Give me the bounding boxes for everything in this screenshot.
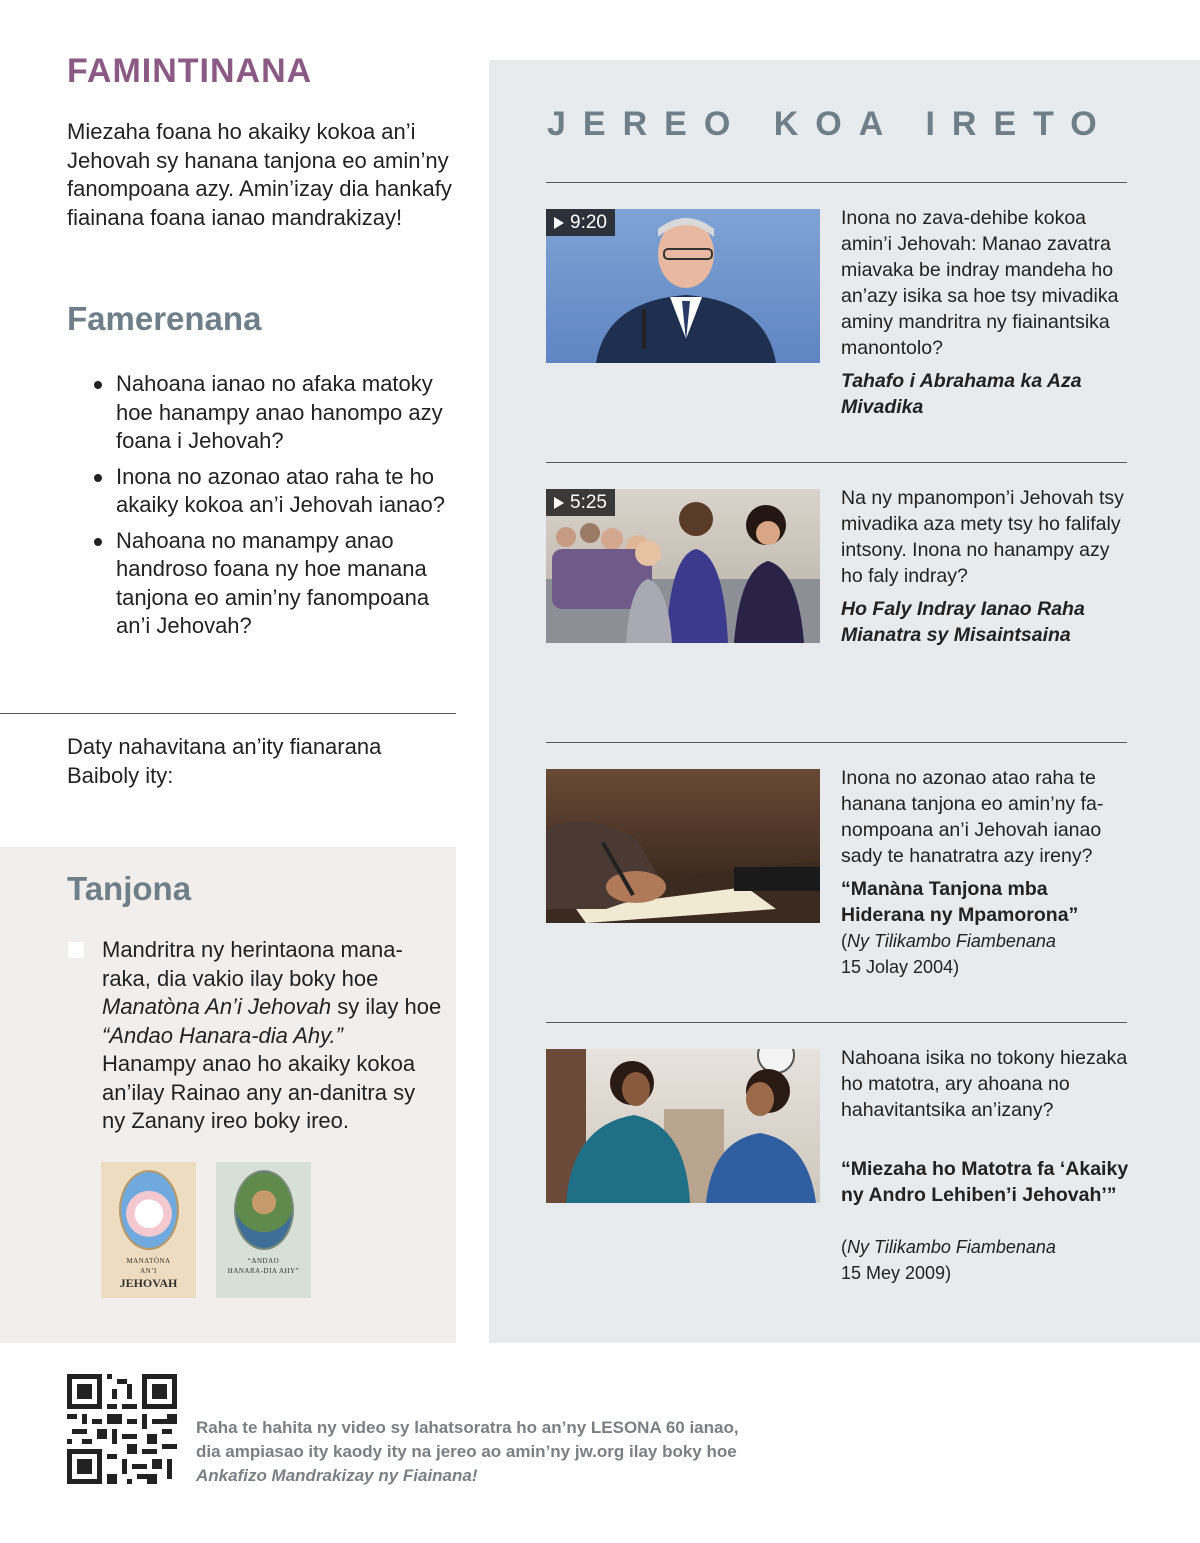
bullet-icon — [94, 474, 102, 482]
review-question-text: Nahoana no manampy anao handroso foana ny hoe manana tanjona eo amin’ny fanompoana an’i Jehovah? — [116, 527, 430, 638]
jesus-illustration — [234, 1170, 294, 1250]
book-cover-text: AN’I — [140, 1267, 157, 1275]
book-cover-text: HANARA-DIA AHY” — [227, 1267, 300, 1275]
qr-code-icon — [67, 1374, 177, 1484]
divider — [546, 462, 1127, 463]
qr-code[interactable] — [67, 1374, 177, 1484]
writing-illustration — [546, 769, 820, 923]
see-also-heading: JEREO KOA IRETO — [547, 105, 1114, 143]
video-title-link[interactable]: Tahafo i Abrahama ka Aza Mivadika — [841, 370, 1082, 418]
article-source: (Ny Tilikambo Fiambenana 15 Jolay 2004) — [841, 931, 1056, 977]
video-thumbnail[interactable] — [546, 209, 820, 363]
bullet-icon — [94, 538, 102, 546]
divider — [546, 1022, 1127, 1023]
goal-text: Mandritra ny herintaona manaraka, dia vakio ilay boky hoe Manatòna An’i Jehovah sy ilay hoe “Andao Hanara-dia Ahy.” Hanampy anao ho akaiky kokoa an’ilay Rainao any an-danitra sy ny Zanany ireo boky ireo. — [102, 937, 442, 1133]
article-source: (Ny Tilikambo Fiambenana 15 Mey 2009) — [841, 1237, 1056, 1283]
review-question — [92, 463, 462, 520]
article-description: Inona no azonao atao raha te hanana tanjona eo amin’ny fanompoana an’i Jehovah ianao sady te hanatratra azy ireny? — [841, 767, 1104, 867]
review-question — [92, 370, 462, 456]
divider — [546, 742, 1127, 743]
summary-text: Miezaha foana ho akaiky kokoa an’i Jehovah sy hanana tanjona eo amin’ny fanompoana azy. Amin’izay dia hankafy fiainana foana ianao mandrakizay! — [67, 119, 452, 230]
book-cover-follow-me[interactable] — [216, 1162, 311, 1298]
book-title-2: “Andao Hanara-dia Ahy.” — [102, 1022, 343, 1048]
conversation-illustration — [546, 1049, 820, 1203]
play-icon — [554, 497, 564, 509]
book-cover-text: MANATÒNA — [126, 1257, 171, 1265]
review-list — [92, 370, 462, 648]
footer-text: Raha te hahita ny video sy lahatsoratra ho an’ny LESONA 60 ianao, dia ampiasao ity kaody ity na jereo ao amin’ny jw.org ilay boky hoe Ankafizo Mandrakizay ny Fiainana! — [196, 1418, 739, 1485]
review-question — [92, 527, 462, 641]
completion-date-label: Daty nahavitana an’ity fianarana Baiboly ity: — [67, 734, 382, 788]
left-divider — [0, 713, 456, 714]
video-description: Na ny mpanompon’i Jehovah tsy mivadika aza mety tsy ho falifaly intsony. Inona no hanampy azy ho faly indray? — [841, 487, 1124, 587]
article-thumbnail[interactable] — [546, 769, 820, 923]
video-description: Inona no zava-dehibe kokoa amin’i Jehovah: Manao zavatra miavaka be indray mandeha ho an’azy isika sa hoe tsy mivadika aminy mandritra ny fiainantsika manontolo? — [841, 207, 1119, 359]
goal-checkbox[interactable] — [68, 942, 84, 958]
review-question-text: Nahoana ianao no afaka matoky hoe hanampy anao hanompo azy foana i Jehovah? — [116, 371, 443, 453]
book-cover-title: JEHOVAH — [119, 1276, 178, 1290]
video-duration-badge: 5:25 — [546, 489, 615, 516]
article-description: Nahoana isika no tokony hiezaka ho matotra, ary ahoana no hahavitantsika an’izany? — [841, 1047, 1128, 1121]
video-duration-badge: 9:20 — [546, 209, 615, 236]
video-thumbnail[interactable] — [546, 489, 820, 643]
goal-heading: Tanjona — [67, 870, 192, 907]
article-title-link[interactable]: “Miezaha ho Matotra fa ‘Akaiky ny Andro Lehiben’i Jehovah’” — [841, 1158, 1129, 1206]
review-heading: Famerenana — [67, 300, 262, 337]
summary-heading: FAMINTINANA — [67, 52, 313, 90]
cloud-bible-illustration — [119, 1170, 179, 1250]
book-cover-draw-close[interactable] — [101, 1162, 196, 1298]
divider — [546, 182, 1127, 183]
book-title-1: Manatòna An’i Jehovah — [102, 994, 332, 1019]
book-cover-text: “ANDAO — [247, 1257, 280, 1265]
article-thumbnail[interactable] — [546, 1049, 820, 1203]
bullet-icon — [94, 381, 102, 389]
review-question-text: Inona no azonao atao raha te ho akaiky kokoa an’i Jehovah ianao? — [116, 463, 446, 517]
play-icon — [554, 217, 564, 229]
video-title-link[interactable]: Ho Faly Indray Ianao Raha Mianatra sy Misaintsaina — [841, 598, 1085, 646]
article-title-link[interactable]: “Manàna Tanjona mba Hiderana ny Mpamorona” — [841, 878, 1079, 926]
